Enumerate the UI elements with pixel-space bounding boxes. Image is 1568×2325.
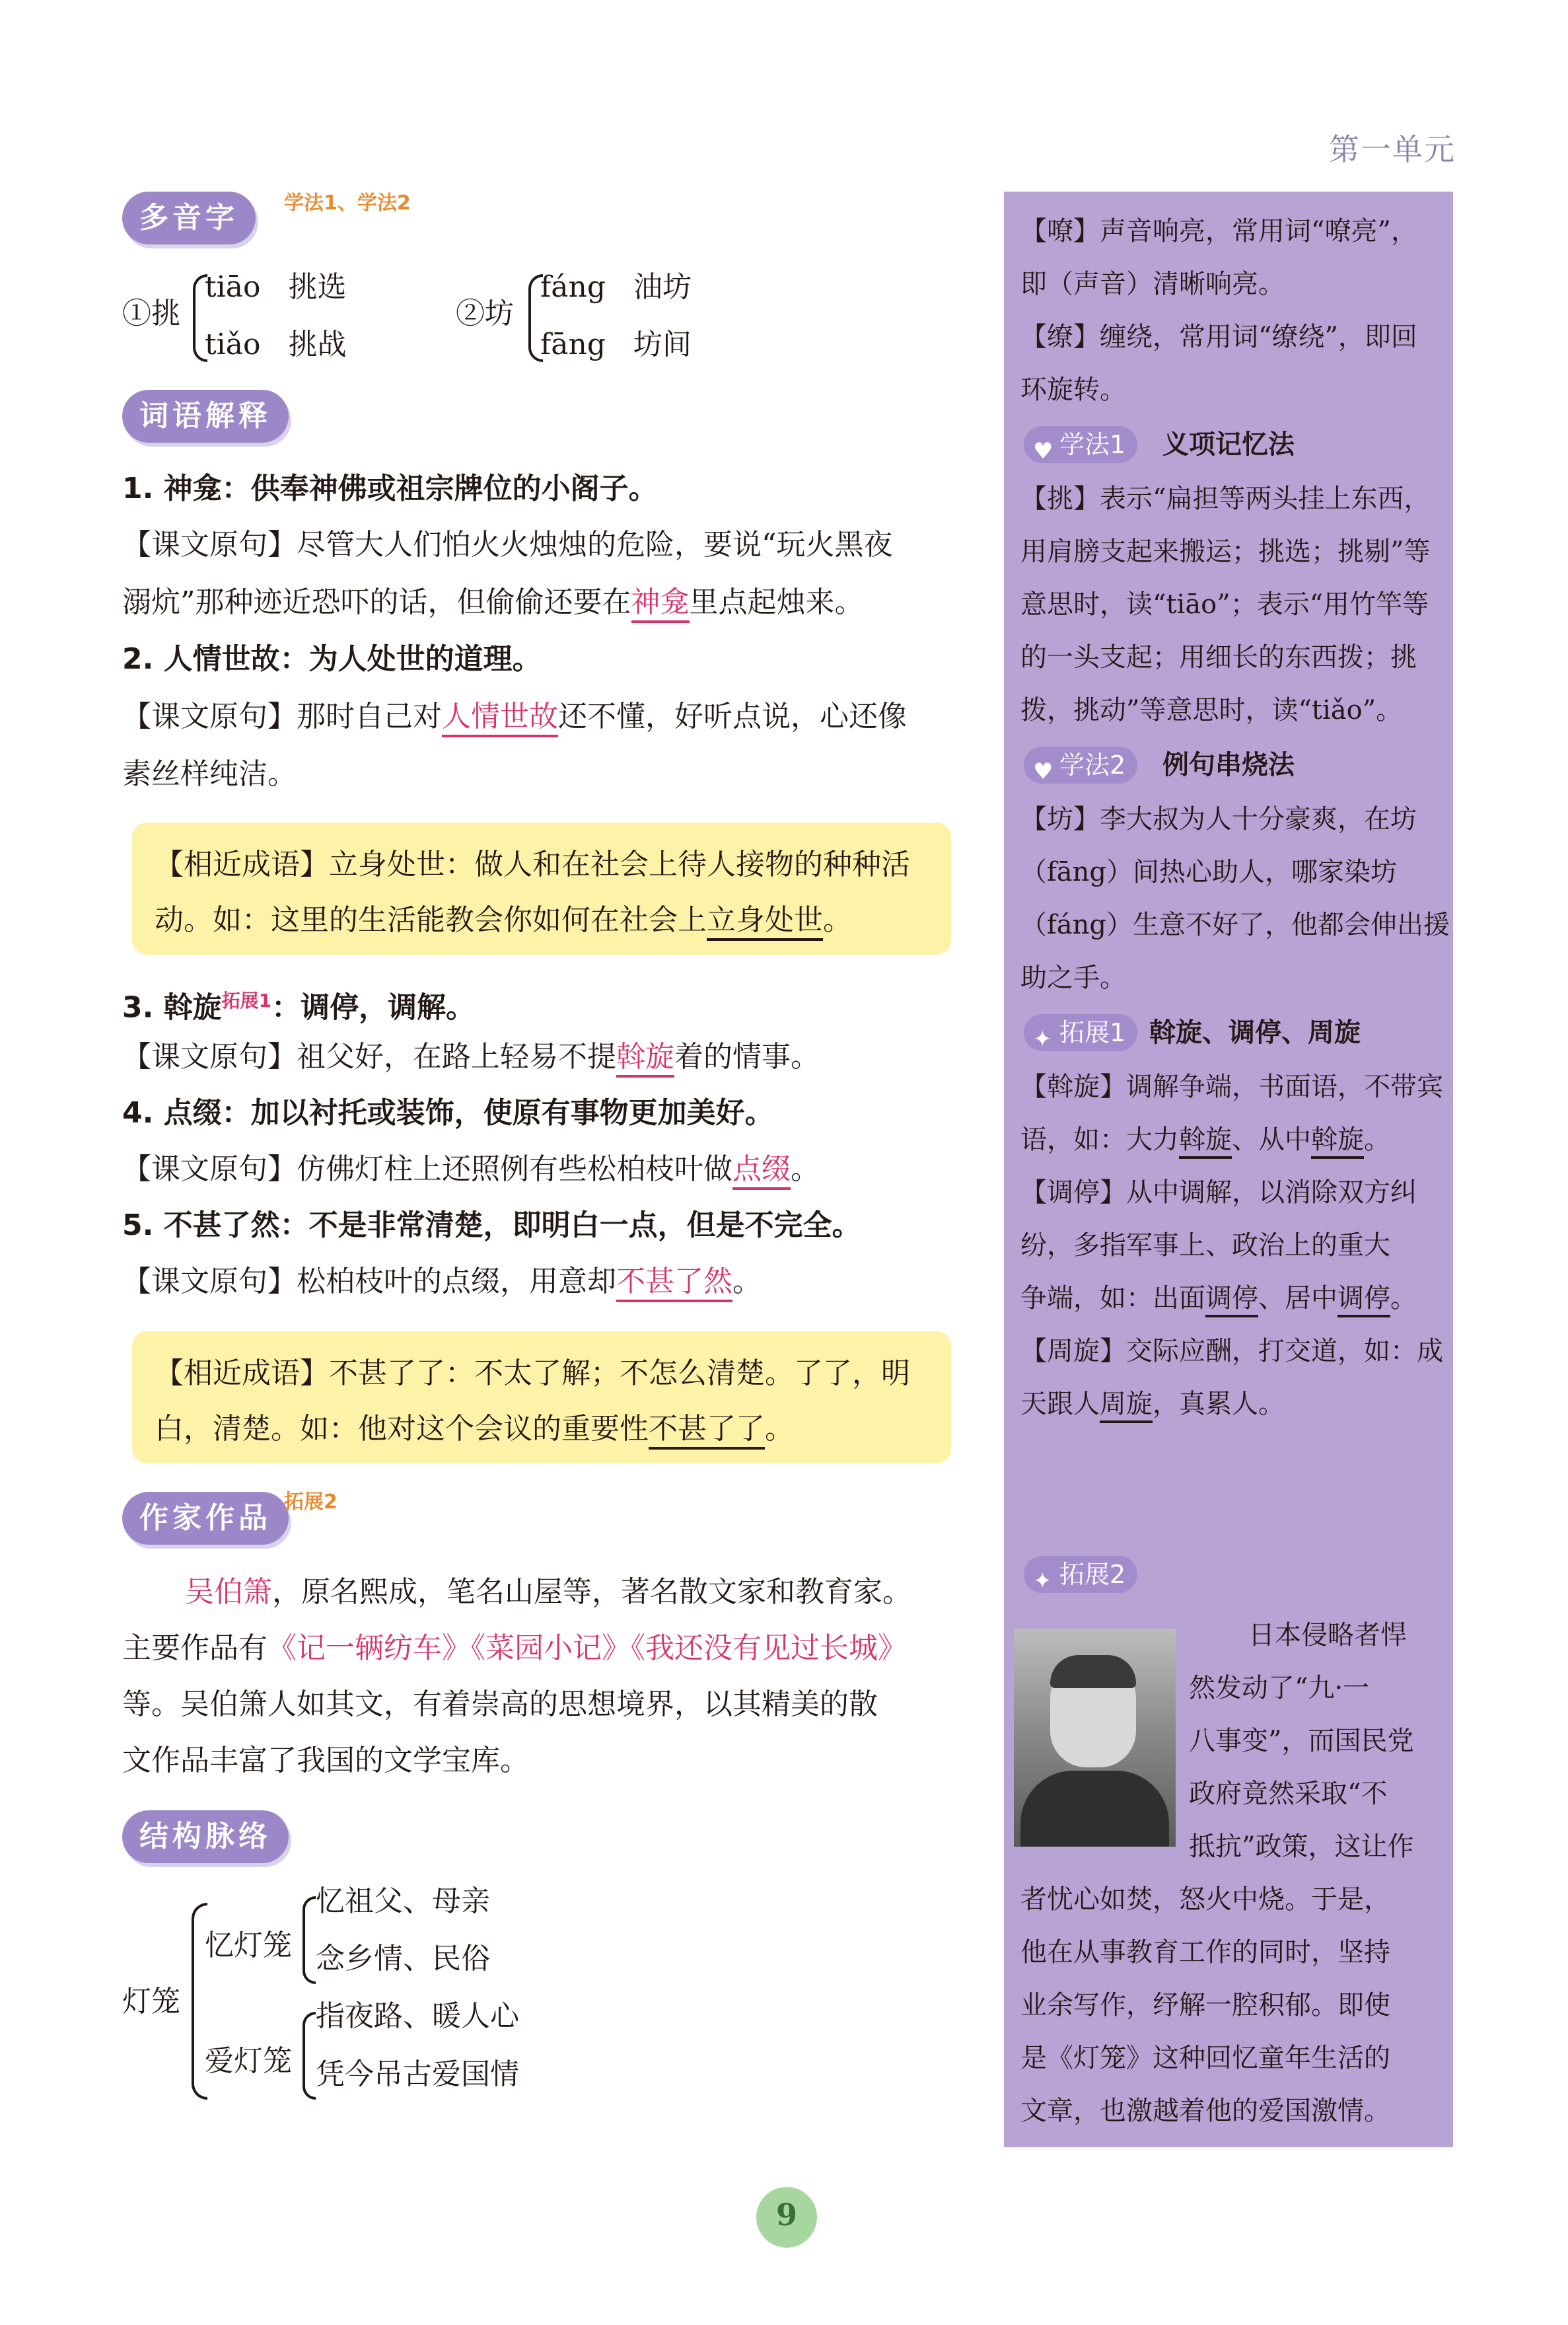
lightbulb-icon: ✦ bbox=[1033, 1026, 1052, 1052]
heart-icon: ♥ bbox=[1033, 758, 1053, 785]
vocab-sentence-1b: 溺炕”那种迹近恐吓的话，但偷偷还要在神龛里点起烛来。 bbox=[122, 583, 864, 622]
poly-2b: fāng 坊间 bbox=[540, 328, 692, 361]
idiom-box-2 bbox=[132, 1331, 951, 1463]
vocab-sentence-4: 【课文原句】仿佛灯柱上还照例有些松柏枝叶做点缀。 bbox=[122, 1150, 820, 1189]
section-badge-author: 作家作品 bbox=[122, 1492, 289, 1545]
vocab-sentence-2a: 【课文原句】那时自己对人情世故还不懂，好听点说，心还像 bbox=[122, 697, 907, 737]
sidebar-line-2: 即（声音）清晰响亮。 bbox=[1020, 269, 1285, 299]
sidebar-line-9: 拨，挑动”等意思时，读“tiǎo”。 bbox=[1020, 695, 1403, 725]
section-badge-structure: 结构脉络 bbox=[122, 1810, 289, 1863]
vocab-def-2: 2. 人情世故：为人处世的道理。 bbox=[122, 642, 542, 676]
sidebar-line-5: 【挑】表示“扁担等两头挂上东西， bbox=[1020, 484, 1431, 514]
lightbulb-icon: ✦ bbox=[1033, 1568, 1052, 1594]
author-note: 拓展2 bbox=[284, 1491, 338, 1514]
sidebar-tag-4: ✦ 拓展2 bbox=[1024, 1556, 1137, 1593]
poly-char-2: ②坊 bbox=[456, 297, 514, 330]
author-portrait bbox=[1014, 1629, 1176, 1847]
sidebar-bio-9: 是《灯笼》这种回忆童年生活的 bbox=[1020, 2043, 1390, 2073]
sidebar-line-4: 环旋转。 bbox=[1020, 375, 1126, 405]
sidebar-line-8: 的一头支起；用细长的东西拨；挑 bbox=[1020, 642, 1417, 673]
sidebar-line-19: 【周旋】交际应酬，打交道，如：成 bbox=[1020, 1336, 1443, 1366]
idiom-box-1-line-a: 【相近成语】立身处世：做人和在社会上待人接物的种种活 bbox=[155, 848, 910, 881]
sidebar-bio-1: 日本侵略者悍 bbox=[1248, 1620, 1407, 1650]
author-para-1: 吴伯箫，原名熙成，笔名山屋等，著名散文家和教育家。 bbox=[185, 1575, 911, 1609]
vocab-def-4: 4. 点缀：加以衬托或装饰，使原有事物更加美好。 bbox=[122, 1096, 774, 1130]
sidebar-line-15: 语，如：大力斡旋、从中斡旋。 bbox=[1020, 1120, 1390, 1160]
structure-leaf-2a: 指夜路、暖人心 bbox=[316, 1999, 519, 2033]
sidebar-bio-5: 抵抗”政策，这让作 bbox=[1189, 1831, 1414, 1862]
structure-leaf-2b: 凭今吊古爱国情 bbox=[316, 2057, 519, 2091]
polyphonic-note: 学法1、学法2 bbox=[284, 192, 411, 215]
structure-leaf-1b: 念乡情、民俗 bbox=[316, 1942, 490, 1975]
sidebar-line-12: （fáng）生意不好了，他都会伸出援 bbox=[1020, 910, 1450, 940]
unit-header: 第一单元 bbox=[1329, 131, 1456, 167]
sidebar-bio-3: 八事变”，而国民党 bbox=[1189, 1726, 1414, 1756]
poly-char-1: ①挑 bbox=[122, 297, 180, 330]
sidebar-line-20: 天跟人周旋，真累人。 bbox=[1020, 1384, 1285, 1424]
poly-1b: tiǎo 挑战 bbox=[205, 328, 347, 361]
structure-root: 灯笼 bbox=[122, 1985, 180, 2018]
sidebar-tag-1-title: 义项记忆法 bbox=[1162, 429, 1295, 460]
sidebar-line-7: 意思时，读“tiāo”；表示“用竹竿等 bbox=[1020, 589, 1429, 620]
idiom-box-2-line-b: 白，清楚。如：他对这个会议的重要性不甚了了。 bbox=[155, 1401, 929, 1457]
structure-leaf-1a: 忆祖父、母亲 bbox=[316, 1884, 490, 1918]
idiom-box-1-line-b: 动。如：这里的生活能教会你如何在社会上立身处世。 bbox=[155, 893, 929, 948]
sidebar-tag-1: ♥ 学法1 bbox=[1024, 426, 1137, 463]
portrait-hair bbox=[1050, 1655, 1136, 1688]
heart-icon: ♥ bbox=[1033, 438, 1053, 464]
sidebar-bio-2: 然发动了“九·一 bbox=[1189, 1673, 1370, 1703]
sidebar-tag-2-title: 例句串烧法 bbox=[1162, 750, 1295, 780]
sidebar-bio-7: 他在从事教育工作的同时，坚持 bbox=[1020, 1937, 1390, 1968]
sidebar-line-1: 【嘹】声音响亮，常用词“嘹亮”， bbox=[1020, 216, 1417, 246]
structure-brace-1 bbox=[303, 1896, 316, 1984]
sidebar-line-11: （fāng）间热心助人，哪家染坊 bbox=[1020, 857, 1398, 887]
sidebar-line-6: 用肩膀支起来搬运；挑选；挑剔”等 bbox=[1020, 536, 1431, 567]
author-para-2: 主要作品有《记一辆纺车》《菜园小记》《我还没有见过长城》 bbox=[122, 1631, 907, 1665]
sidebar-line-14: 【斡旋】调解争端，书面语，不带宾 bbox=[1020, 1072, 1443, 1102]
sidebar-tag-3: ✦ 拓展1 bbox=[1024, 1014, 1137, 1051]
vocab-def-1: 1. 神龛：供奉神佛或祖宗牌位的小阁子。 bbox=[122, 472, 658, 505]
sidebar-bio-6: 者忧心如焚，怒火中烧。于是， bbox=[1020, 1884, 1390, 1915]
portrait-body bbox=[1020, 1771, 1169, 1847]
author-para-4: 文作品丰富了我国的文学宝库。 bbox=[122, 1744, 529, 1777]
sidebar-line-13: 助之手。 bbox=[1020, 963, 1126, 993]
sidebar-line-10: 【坊】李大叔为人十分豪爽，在坊 bbox=[1020, 804, 1417, 834]
poly-2a: fáng 油坊 bbox=[540, 270, 692, 304]
vocab-def-3: 3. 斡旋$^{拓展1}$：调停，调解。 bbox=[122, 990, 476, 1025]
vocab-def-5: 5. 不甚了然：不是非常清楚，即明白一点，但是不完全。 bbox=[122, 1208, 861, 1242]
vocab-sentence-1a: 【课文原句】尽管大人们怕火火烛烛的危险，要说“玩火黑夜 bbox=[122, 528, 893, 562]
vocab-sentence-3: 【课文原句】祖父好，在路上轻易不提斡旋着的情事。 bbox=[122, 1037, 820, 1077]
structure-brace-2 bbox=[303, 2012, 316, 2100]
structure-branch-2: 爱灯笼 bbox=[205, 2044, 292, 2078]
sidebar-line-16: 【调停】从中调解，以消除双方纠 bbox=[1020, 1177, 1417, 1208]
sidebar-bio-10: 文章，也激越着他的爱国激情。 bbox=[1020, 2096, 1390, 2126]
vocab-sentence-5: 【课文原句】松柏枝叶的点缀，用意却不甚了然。 bbox=[122, 1262, 762, 1302]
structure-branch-1: 忆灯笼 bbox=[205, 1929, 292, 1962]
poly-1a: tiāo 挑选 bbox=[205, 270, 347, 304]
sidebar-line-17: 纷，多指军事上、政治上的重大 bbox=[1020, 1230, 1390, 1261]
idiom-box-1 bbox=[132, 823, 951, 955]
sidebar-line-18: 争端，如：出面调停、居中调停。 bbox=[1020, 1278, 1417, 1318]
section-badge-vocab: 词语解释 bbox=[122, 390, 289, 443]
sidebar-tag-3-title: 斡旋、调停、周旋 bbox=[1149, 1017, 1361, 1048]
vocab-sentence-2b: 素丝样纯洁。 bbox=[122, 757, 297, 791]
idiom-box-2-line-a: 【相近成语】不甚了了：不太了解；不怎么清楚。了了，明 bbox=[155, 1356, 910, 1390]
section-badge-polyphonic: 多音字 bbox=[122, 192, 256, 244]
author-para-3: 等。吴伯箫人如其文，有着崇高的思想境界，以其精美的散 bbox=[122, 1687, 878, 1721]
sidebar-bio-4: 政府竟然采取“不 bbox=[1189, 1779, 1388, 1809]
page-number: 9 bbox=[775, 2197, 797, 2233]
sidebar-tag-2: ♥ 学法2 bbox=[1024, 747, 1137, 784]
sidebar-line-3: 【缭】缠绕，常用词“缭绕”，即回 bbox=[1020, 322, 1417, 352]
sidebar-bio-8: 业余写作，纾解一腔积郁。即使 bbox=[1020, 1990, 1390, 2020]
